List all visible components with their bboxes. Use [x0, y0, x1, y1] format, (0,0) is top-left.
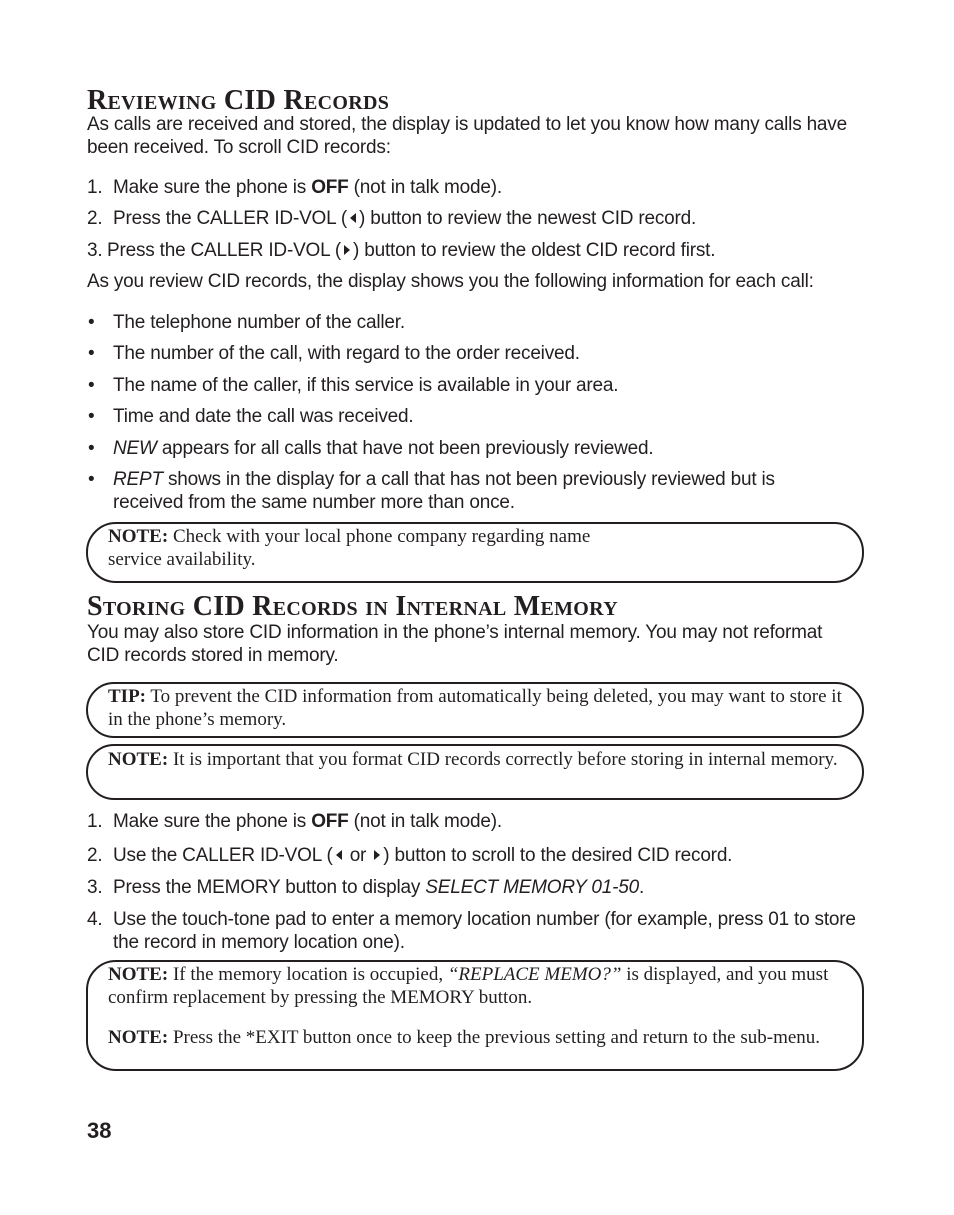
- tip-box: [86, 682, 864, 738]
- bullet-text: The telephone number of the caller.: [113, 312, 405, 333]
- page-number: 38: [87, 1118, 112, 1143]
- step-text: Press the CALLER ID-VOL (: [113, 208, 347, 229]
- note-label: NOTE:: [108, 964, 169, 985]
- left-arrow-icon: [350, 213, 356, 223]
- bullet: •: [88, 343, 95, 364]
- bullet-text: Time and date the call was received.: [113, 406, 414, 427]
- note-text: is displayed, and you must confirm replacement by pressing the MEMORY button.: [108, 964, 829, 1008]
- bullet-text: shows in the display for a call that has not been previously reviewed but is received from the same number more than once.: [113, 469, 775, 513]
- review-text: As you review CID records, the display shows you the following information for each call:: [87, 271, 814, 292]
- note-box: [86, 522, 864, 583]
- note-box: [86, 960, 864, 1071]
- section-title-storing: Storing CID Records in Internal Memory: [87, 591, 618, 622]
- step-number: 2.: [87, 208, 103, 229]
- step-text: (not in talk mode).: [348, 811, 502, 832]
- note-text: Press the *EXIT button once to keep the previous setting and return to the sub-menu.: [168, 1027, 821, 1048]
- bullet-text: The name of the caller, if this service is available in your area.: [113, 375, 619, 396]
- note-text: It is important that you format CID records correctly before storing in internal memory.: [168, 749, 838, 770]
- tip-label: TIP:: [108, 686, 146, 707]
- right-arrow-icon: [374, 850, 380, 860]
- step-text: Use the touch-tone pad to enter a memory location number (for example, press 01 to store the record in memory location one).: [113, 909, 856, 953]
- step-number: 4.: [87, 909, 103, 930]
- step-text: ) button to review the newest CID record.: [359, 208, 697, 229]
- section-title-reviewing: Reviewing CID Records: [87, 85, 390, 116]
- off-label: OFF: [311, 811, 349, 832]
- step-number: 1.: [87, 177, 103, 198]
- step-number: 1.: [87, 811, 103, 832]
- note-label: NOTE:: [108, 1027, 169, 1048]
- bullet: •: [88, 312, 95, 333]
- note-label: NOTE:: [108, 526, 169, 547]
- note-box: [86, 744, 864, 800]
- note-text: If the memory location is occupied,: [168, 964, 448, 985]
- bullet-text: The number of the call, with regard to the order received.: [113, 343, 580, 364]
- step-text: Make sure the phone is: [113, 811, 312, 832]
- note-paragraph: [108, 1026, 848, 1049]
- section-intro: As calls are received and stored, the display is updated to let you know how many calls have been received. To scroll CID records:: [87, 114, 847, 158]
- left-arrow-icon: [336, 850, 342, 860]
- bullet-text: appears for all calls that have not been previously reviewed.: [156, 438, 654, 459]
- bullet: •: [88, 375, 95, 396]
- step-number: 2.: [87, 845, 103, 866]
- step-number: 3.: [87, 877, 103, 898]
- note-paragraph: [108, 963, 848, 1009]
- select-memory-label: SELECT MEMORY 01-50: [425, 877, 639, 898]
- bullet: •: [88, 406, 95, 427]
- step-number: 3.: [87, 240, 103, 261]
- note-text: service availability.: [108, 549, 256, 570]
- step-text: Press the MEMORY button to display: [113, 877, 426, 898]
- step-text: or: [344, 845, 372, 866]
- step-text: Use the CALLER ID-VOL (: [113, 845, 333, 866]
- step-text: .: [639, 877, 645, 898]
- bullet: •: [88, 469, 95, 490]
- step-text: Press the CALLER ID-VOL (: [107, 240, 341, 261]
- step-text: ) button to review the oldest CID record first.: [353, 240, 716, 261]
- new-label: NEW: [113, 438, 157, 459]
- note-label: NOTE:: [108, 749, 169, 770]
- bullet: •: [88, 438, 95, 459]
- off-label: OFF: [311, 177, 349, 198]
- note-text: Check with your local phone company regarding name: [168, 526, 591, 547]
- rept-label: REPT: [113, 469, 163, 490]
- step-text: (not in talk mode).: [348, 177, 502, 198]
- right-arrow-icon: [344, 245, 350, 255]
- tip-text: To prevent the CID information from automatically being deleted, you may want to store it in the phone’s memory.: [108, 686, 842, 730]
- replace-memo-label: “REPLACE MEMO?”: [447, 964, 622, 985]
- step-text: ) button to scroll to the desired CID record.: [383, 845, 733, 866]
- section-intro: You may also store CID information in the phone’s internal memory. You may not reformat CID records stored in memory.: [87, 622, 823, 666]
- step-text: Make sure the phone is: [113, 177, 312, 198]
